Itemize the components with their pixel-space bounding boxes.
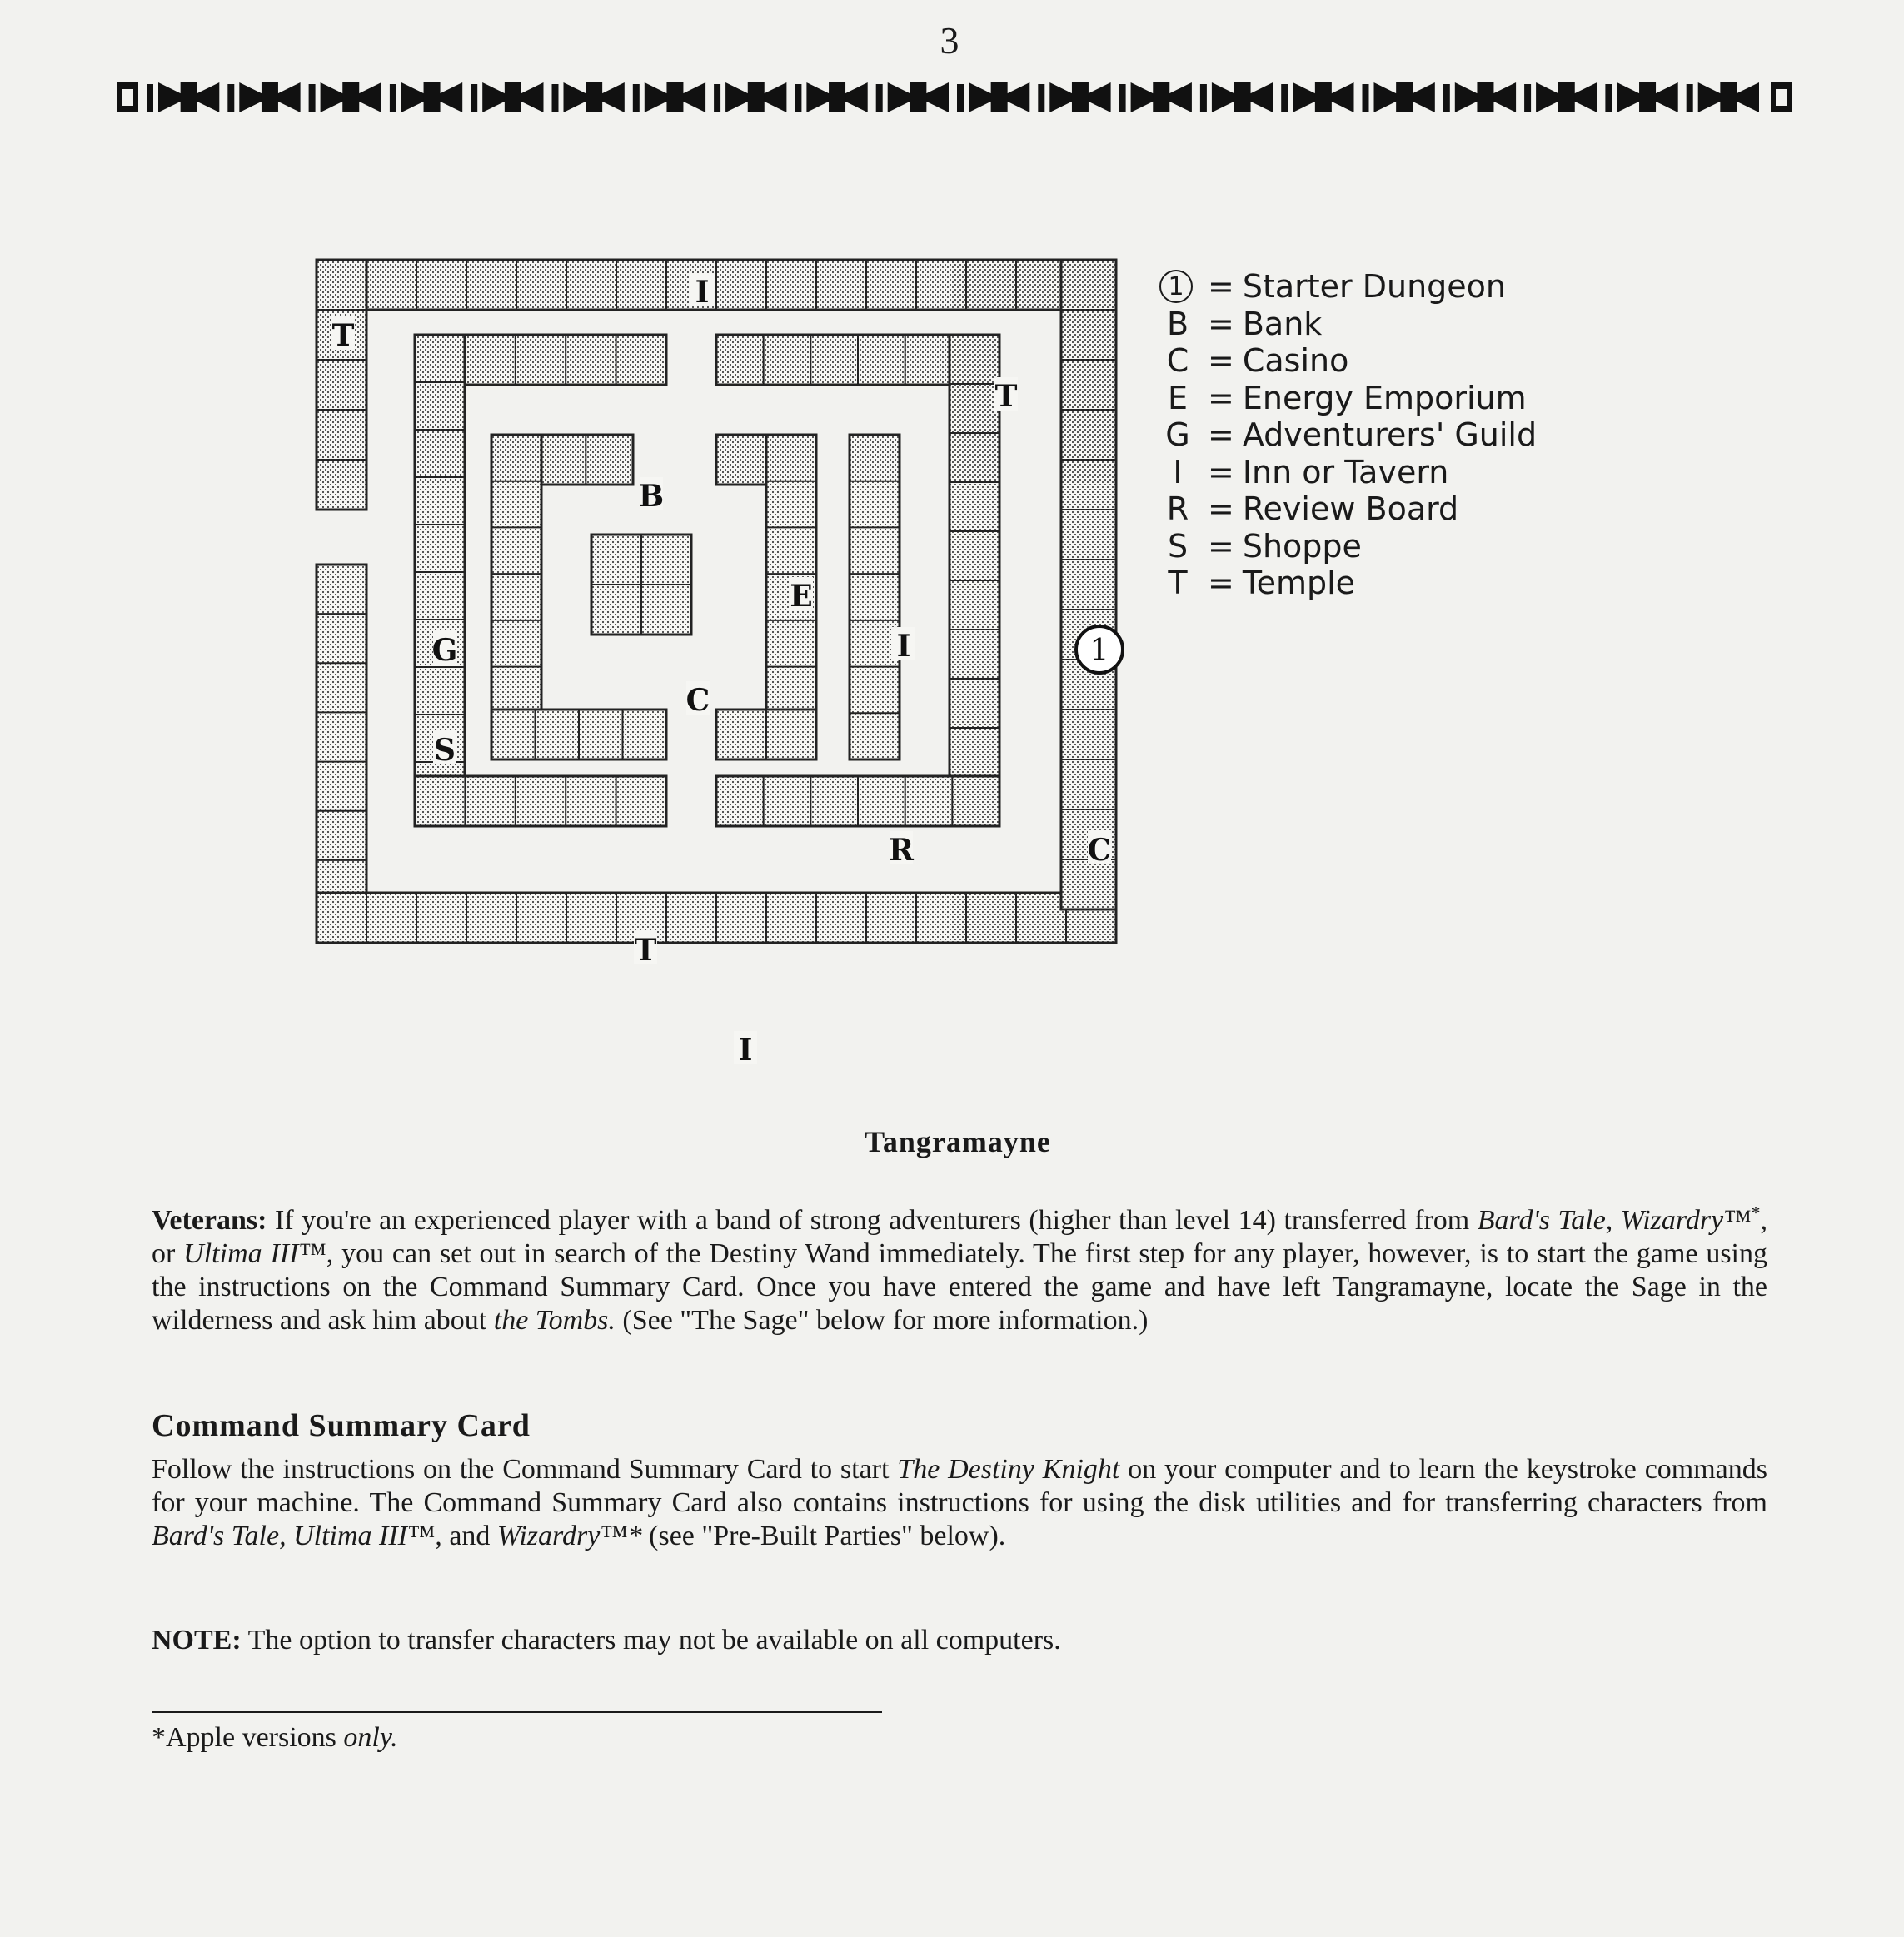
map-wall: [1061, 260, 1116, 909]
legend-row: [1159, 416, 1537, 454]
veterans-star: *: [1751, 1202, 1761, 1223]
legend-row: [1159, 268, 1537, 306]
command-summary-paragraph: [152, 1453, 1767, 1553]
footnote-prefix: *Apple versions: [152, 1722, 336, 1753]
legend-key: B: [1166, 305, 1189, 342]
veterans-text-3: , you can set out in search of the Destiny Wand immediately. The first step for any player, however, is to start the game using the instructions on the Command Summary Card. Once you have entered the game and have left Tangramayne, locate the Sage in the wilderness and ask him about: [152, 1238, 1768, 1336]
border-bar: [390, 84, 396, 112]
legend-label: Starter Dungeon: [1242, 268, 1507, 305]
border-bar: [1605, 84, 1612, 112]
map-label-shoppe: S: [434, 733, 456, 768]
map-wall: [317, 260, 366, 510]
map-walls: [317, 260, 1116, 943]
border-bar: [1119, 84, 1126, 112]
legend-equals: =: [1208, 527, 1234, 565]
legend-key: G: [1165, 416, 1190, 453]
decorative-border: [117, 79, 1792, 117]
border-cross-core: [910, 82, 926, 112]
legend-key: 1: [1159, 270, 1193, 303]
cmd-wizardry: Wizardry™*: [496, 1521, 642, 1551]
legend-label: Review Board: [1242, 490, 1459, 527]
legend-key: E: [1167, 379, 1188, 416]
legend-key: T: [1168, 565, 1188, 601]
legend-row: [1159, 342, 1537, 380]
border-cross-core: [1720, 82, 1737, 112]
border-end-hole: [122, 89, 133, 106]
legend-equals: =: [1208, 379, 1234, 416]
border-cross-core: [342, 82, 359, 112]
map-wall: [317, 565, 366, 909]
legend-equals: =: [1208, 305, 1234, 342]
footnote-emphasis: only.: [343, 1722, 398, 1753]
border-bar: [714, 84, 720, 112]
legend-key: C: [1166, 342, 1189, 379]
legend-label: Shoppe: [1242, 527, 1362, 565]
border-bar: [309, 84, 316, 112]
border-bar: [633, 84, 640, 112]
border-cross-core: [1639, 82, 1656, 112]
legend-row: [1159, 380, 1537, 417]
border-bar: [957, 84, 964, 112]
cmd-text-3: and: [449, 1521, 491, 1551]
cmd-text-2: on your computer and to learn the keystroke commands for your machine. The Command Summary Card also contains instructions for using the disk utilities and for transferring characters from: [152, 1454, 1768, 1518]
border-cross-core: [1558, 82, 1575, 112]
cmd-text-4: (see "Pre-Built Parties" below).: [649, 1521, 1006, 1551]
border-end-hole: [1776, 89, 1787, 106]
legend-row: [1159, 490, 1537, 528]
border-bar: [227, 84, 234, 112]
map-label-temple-right: T: [994, 379, 1018, 414]
veterans-text-1: If you're an experienced player with a band of strong adventurers (higher than level 14) transferred from: [275, 1205, 1470, 1236]
note-paragraph: [152, 1624, 1767, 1657]
map-wall: [415, 776, 666, 826]
legend-key: S: [1167, 527, 1189, 565]
border-cross-core: [1072, 82, 1089, 112]
veterans-tombs: the Tombs.: [493, 1305, 616, 1336]
legend-label: Inn or Tavern: [1242, 453, 1449, 490]
border-bar: [1687, 84, 1693, 112]
border-bar: [147, 84, 153, 112]
border-cross-core: [262, 82, 278, 112]
veterans-game-ultima: Ultima III™: [183, 1238, 326, 1269]
legend-equals: =: [1208, 268, 1234, 305]
border-cross-core: [1396, 82, 1413, 112]
legend-key: I: [1173, 453, 1183, 490]
legend-row: [1159, 565, 1537, 602]
legend-equals: =: [1208, 453, 1234, 490]
map-label-casino-right: C: [1087, 833, 1112, 868]
footnote-rule: [152, 1711, 882, 1713]
map-label-temple-bottom: T: [634, 933, 657, 968]
map-wall: [850, 435, 900, 759]
veterans-text-2: , or: [152, 1205, 1768, 1269]
map-label-inn-bottom: I: [738, 1033, 753, 1068]
veterans-game-bards-wizardry: Bard's Tale, Wizardry™: [1477, 1205, 1752, 1236]
border-cross-core: [424, 82, 441, 112]
border-cross-core: [748, 82, 765, 112]
border-bar: [1281, 84, 1288, 112]
map-label-review: R: [889, 833, 914, 868]
border-cross-core: [829, 82, 845, 112]
legend-label: Energy Emporium: [1242, 379, 1527, 416]
border-cross-core: [1315, 82, 1332, 112]
border-bar: [795, 84, 801, 112]
legend-row: [1159, 454, 1537, 491]
map-label-inn-top: I: [695, 275, 710, 310]
border-cross-core: [1234, 82, 1251, 112]
cmd-game-title: The Destiny Knight: [897, 1454, 1120, 1485]
legend-row: [1159, 306, 1537, 343]
command-summary-heading: Command Summary Card: [152, 1408, 531, 1443]
footnote: [152, 1722, 398, 1754]
border-cross-core: [505, 82, 521, 112]
border-cross-core: [666, 82, 683, 112]
veterans-text-4: (See "The Sage" below for more information.): [622, 1305, 1149, 1336]
map-label-casino-center: C: [685, 683, 710, 718]
map-label-energy: E: [790, 579, 813, 614]
legend-row: [1159, 528, 1537, 565]
legend-label: Temple: [1242, 565, 1356, 601]
border-cross-core: [991, 82, 1008, 112]
border-bar: [471, 84, 477, 112]
page-number: 3: [940, 19, 959, 62]
note-label: NOTE:: [152, 1625, 242, 1656]
map-label-temple-left: T: [331, 318, 355, 353]
veterans-paragraph: [152, 1204, 1767, 1337]
border-bar: [1443, 84, 1450, 112]
legend-equals: =: [1208, 490, 1234, 527]
border-cross-core: [1153, 82, 1169, 112]
border-bar: [552, 84, 559, 112]
map-caption: Tangramayne: [865, 1125, 1051, 1158]
border-bar: [1200, 84, 1207, 112]
legend-equals: =: [1208, 416, 1234, 453]
border-cross-core: [586, 82, 602, 112]
legend-label: Adventurers' Guild: [1242, 416, 1538, 453]
legend-equals: =: [1208, 342, 1234, 379]
map-label-bank: B: [638, 479, 665, 514]
veterans-label: Veterans:: [152, 1205, 267, 1236]
cmd-games: Bard's Tale, Ultima III™,: [152, 1521, 442, 1551]
legend-equals: =: [1208, 565, 1234, 601]
border-bar: [1524, 84, 1531, 112]
legend-label: Casino: [1242, 342, 1349, 379]
border-bar: [1038, 84, 1044, 112]
border-bar: [1363, 84, 1369, 112]
map-label-guild: G: [431, 633, 458, 668]
border-cross-core: [1477, 82, 1493, 112]
town-map: [304, 258, 1129, 1091]
map-legend: [1159, 268, 1537, 602]
legend-key: R: [1166, 490, 1189, 527]
note-text: The option to transfer characters may not be available on all computers.: [247, 1625, 1061, 1656]
cmd-text-1: Follow the instructions on the Command Summary Card to start: [152, 1454, 890, 1485]
starter-dungeon-number: 1: [1089, 634, 1109, 668]
border-cross-core: [181, 82, 197, 112]
border-bar: [876, 84, 883, 112]
legend-label: Bank: [1242, 305, 1323, 342]
map-label-inn-middle: I: [896, 629, 911, 664]
